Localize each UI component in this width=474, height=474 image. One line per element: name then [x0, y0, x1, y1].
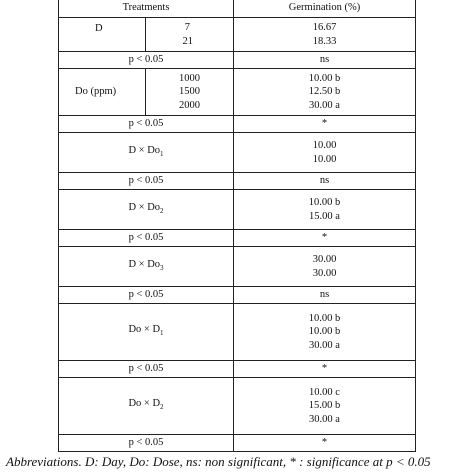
header-germination: Germination (%) [234, 0, 416, 18]
germination-values [234, 190, 416, 230]
germination-values [234, 69, 416, 116]
significance-label: p < 0.05 [59, 287, 234, 304]
germination-values [234, 378, 416, 435]
significance-label: p < 0.05 [59, 435, 234, 452]
significance-label: p < 0.05 [59, 52, 234, 69]
level-list [146, 69, 234, 116]
significance-row [59, 435, 416, 452]
footnote: Abbreviations. D: Day, Do: Dose, ns: non significant, * : significance at p < 0.05 [6, 454, 431, 469]
germination-value: 30.00 [312, 267, 337, 279]
germination-values [234, 133, 416, 173]
germination-value: 10.00 [312, 153, 337, 165]
germination-value: 10.00 c [309, 386, 340, 398]
treatment-label-subscript: 3 [160, 263, 164, 272]
level-value: 1500 [179, 86, 200, 98]
treatment-label-text: D × Do [128, 258, 161, 270]
treatment-label-text: D [95, 23, 103, 34]
table-body [59, 0, 416, 452]
significance-label: p < 0.05 [59, 116, 234, 133]
treatment-label-text: Do (ppm) [75, 86, 117, 98]
treatment-label-text: D × Do [128, 144, 161, 156]
level-value: 7 [184, 22, 190, 33]
treatment-label-subscript: 2 [160, 206, 164, 215]
significance-value: * [234, 435, 416, 452]
significance-row [59, 116, 416, 133]
treatment-row [59, 378, 416, 435]
significance-label: p < 0.05 [59, 173, 234, 190]
treatment-row [59, 133, 416, 173]
treatment-row [59, 69, 416, 116]
germination-value: 18.33 [312, 35, 337, 47]
level-list [146, 18, 234, 52]
germination-value: 10.00 b [308, 72, 341, 84]
significance-row [59, 287, 416, 304]
germination-values [234, 304, 416, 361]
header-row [59, 0, 416, 18]
treatment-label [59, 247, 234, 287]
significance-label: p < 0.05 [59, 230, 234, 247]
significance-row [59, 361, 416, 378]
treatment-label-text: Do × D [128, 398, 161, 410]
treatment-label [59, 304, 234, 361]
significance-value: * [234, 361, 416, 378]
germination-table [58, 0, 416, 452]
germination-value: 30.00 a [309, 99, 340, 111]
treatment-row [59, 247, 416, 287]
germination-value: 15.00 a [309, 210, 340, 222]
header-treatments: Treatments [59, 0, 234, 18]
level-value: 1000 [179, 72, 200, 84]
significance-value: * [234, 230, 416, 247]
treatment-label-text: D × Do [128, 201, 161, 213]
germination-value: 30.00 a [309, 339, 340, 351]
significance-value: ns [234, 173, 416, 190]
treatment-label-subscript: 1 [160, 149, 164, 158]
germination-value: 30.00 a [309, 413, 340, 425]
treatment-label [59, 378, 234, 435]
germination-value: 10.00 b [308, 312, 341, 324]
germination-value: 12.50 b [308, 86, 341, 98]
germination-value: 10.00 b [308, 326, 341, 338]
germination-values [234, 18, 416, 52]
significance-row [59, 230, 416, 247]
germination-value: 10.00 b [308, 197, 341, 208]
significance-label: p < 0.05 [59, 361, 234, 378]
significance-value: * [234, 116, 416, 133]
germination-value: 30.00 [312, 254, 337, 265]
treatment-label [59, 18, 146, 52]
treatment-row [59, 18, 416, 52]
germination-value: 15.00 b [308, 400, 341, 412]
germination-value: 10.00 [312, 140, 337, 151]
treatment-label-subscript: 1 [160, 329, 164, 338]
significance-row [59, 173, 416, 190]
treatment-label-subscript: 2 [160, 403, 164, 412]
treatment-row [59, 304, 416, 361]
germination-value: 16.67 [312, 22, 337, 33]
treatment-label [59, 133, 234, 173]
significance-value: ns [234, 52, 416, 69]
level-value: 21 [182, 35, 193, 47]
treatment-label [59, 190, 234, 230]
level-value: 2000 [179, 99, 200, 111]
significance-row [59, 52, 416, 69]
germination-values [234, 247, 416, 287]
treatment-label [59, 69, 146, 116]
treatment-label-text: Do × D [128, 324, 161, 336]
significance-value: ns [234, 287, 416, 304]
treatment-row [59, 190, 416, 230]
